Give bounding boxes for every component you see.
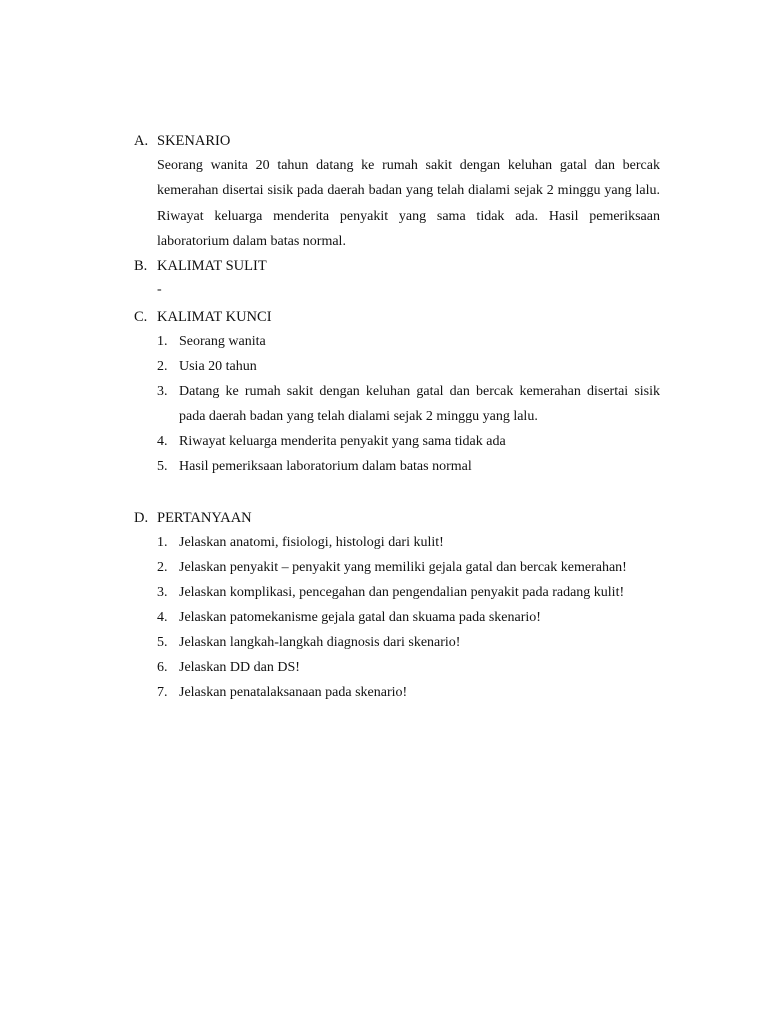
list-item-number: 6. [157,660,168,675]
list-item-text: Jelaskan langkah-langkah diagnosis dari skenario! [179,635,461,650]
kalimat-sulit-content: - [157,282,162,297]
list-item-text: Seorang wanita [179,334,266,349]
list-item [157,354,660,379]
list-item [157,454,660,479]
list-item [157,580,660,605]
list-item [157,680,660,705]
section-heading [134,305,660,329]
section-skenario [134,129,660,254]
list-item-text: Jelaskan penyakit – penyakit yang memiliki gejala gatal dan bercak kemerahan! [179,560,627,575]
section-heading [134,254,660,278]
section-kalimat-kunci [134,305,660,479]
section-title: PERTANYAAN [157,510,252,526]
list-item-text: Jelaskan penatalaksanaan pada skenario! [179,685,408,700]
list-item-number: 1. [157,334,168,349]
list-item-number: 4. [157,610,168,625]
list-item-number: 4. [157,434,168,449]
list-item-number: 1. [157,535,168,550]
list-item-number: 5. [157,635,168,650]
list-item-number: 7. [157,685,168,700]
list-item-number: 2. [157,359,168,374]
section-heading [134,506,660,530]
list-item-number: 3. [157,585,168,600]
list-item-text: Jelaskan komplikasi, pencegahan dan pengendalian penyakit pada radang kulit! [179,585,625,600]
list-item-text: Jelaskan patomekanisme gejala gatal dan skuama pada skenario! [179,610,541,625]
section-letter: A. [134,133,149,149]
list-item [157,555,660,580]
list-item [157,429,660,454]
section-title: KALIMAT KUNCI [157,309,272,325]
section-letter: D. [134,510,149,526]
section-kalimat-sulit [134,254,660,302]
list-item-text: Jelaskan DD dan DS! [179,660,300,675]
list-item-text: Datang ke rumah sakit dengan keluhan gatal dan bercak kemerahan disertai sisik pada daerah badan yang telah dialami sejak 2 minggu yang lalu. [179,384,660,424]
list-item-number: 3. [157,384,168,399]
section-heading [134,129,660,153]
list-item-number: 2. [157,560,168,575]
list-item-text: Hasil pemeriksaan laboratorium dalam batas normal [179,459,472,474]
section-title: SKENARIO [157,133,231,149]
section-title: KALIMAT SULIT [157,258,267,274]
list-item [157,655,660,680]
pertanyaan-list [157,530,660,705]
skenario-paragraph: Seorang wanita 20 tahun datang ke rumah sakit dengan keluhan gatal dan bercak kemerahan disertai sisik pada daerah badan yang telah dialami sejak 2 minggu yang lalu. Riwayat keluarga menderita penyakit yang sama tidak ada. Hasil pemeriksaan laboratorium dalam batas normal. [157,158,660,249]
list-item [157,630,660,655]
list-item [157,379,660,429]
list-item [157,530,660,555]
list-item-text: Jelaskan anatomi, fisiologi, histologi dari kulit! [179,535,444,550]
section-pertanyaan [134,506,660,705]
list-item [157,605,660,630]
kalimat-kunci-list [157,329,660,479]
list-item-text: Riwayat keluarga menderita penyakit yang sama tidak ada [179,434,506,449]
list-item-number: 5. [157,459,168,474]
list-item-text: Usia 20 tahun [179,359,257,374]
section-letter: B. [134,258,148,274]
list-item [157,329,660,354]
section-letter: C. [134,309,148,325]
